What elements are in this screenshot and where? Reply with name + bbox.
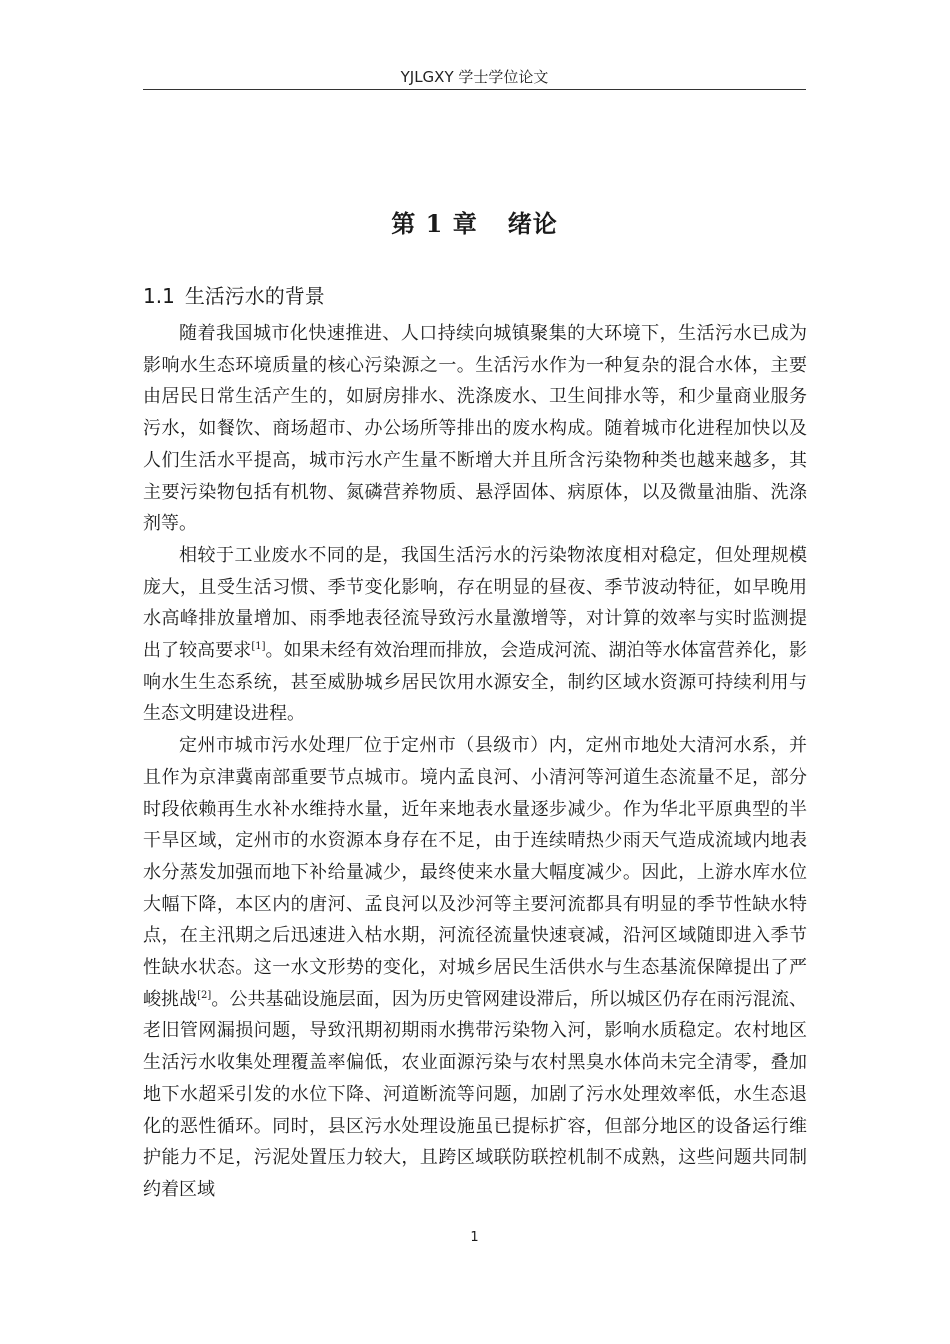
paragraph-3 — [143, 730, 807, 1206]
section-number: 1.1 — [143, 284, 175, 308]
paragraph-2-text-a: 相较于工业废水不同的是，我国生活污水的污染物浓度相对稳定，但处理规模庞大，且受生活习惯、季节变化影响，存在明显的昼夜、季节波动特征，如早晚用水高峰排放量增加、雨季地表径流导致污水量激增等，对计算的效率与实时监测提出了较高要求 — [143, 544, 807, 662]
header-rule — [143, 89, 806, 90]
citation-1: [1] — [251, 641, 266, 653]
citation-2: [2] — [197, 989, 212, 1001]
page-number: 1 — [470, 1230, 479, 1245]
chapter-number: 第 1 章 — [391, 209, 478, 238]
paragraph-1: 随着我国城市化快速推进、人口持续向城镇聚集的大环境下，生活污水已成为影响水生态环境质量的核心污染源之一。生活污水作为一种复杂的混合水体，主要由居民日常生活产生的，如厨房排水、洗涤废水、卫生间排水等，和少量商业服务污水，如餐饮、商场超市、办公场所等排出的废水构成。随着城市化进程加快以及人们生活水平提高，城市污水产生量不断增大并且所含污染物种类也越来越多，其主要污染物包括有机物、氮磷营养物质、悬浮固体、病原体，以及微量油脂、洗涤剂等。 — [143, 323, 807, 535]
paragraph-2-text-b: 。如果未经有效治理而排放，会造成河流、湖泊等水体富营养化，影响水生生态系统，甚至威胁城乡居民饮用水源安全，制约区域水资源可持续利用与生态文明建设进程。 — [143, 640, 808, 725]
paragraph-2 — [143, 540, 807, 730]
section-heading — [143, 280, 325, 309]
paragraph-3-text-b: 。公共基础设施层面，因为历史管网建设滞后，所以城区仍存在雨污混流、老旧管网漏损问题，导致汛期初期雨水携带污染物入河，影响水质稳定。农村地区生活污水收集处理覆盖率偏低，农业面源污染与农村黑臭水体尚未完全清零，叠加地下水超采引发的水位下降、河道断流等问题，加剧了污水处理效率低，水生态退化的恶性循环。同时，县区污水处理设施虽已提标扩容，但部分地区的设备运行维护能力不足，污泥处置压力较大，且跨区域联防联控机制不成熟，这些问题共同制约着区域 — [143, 988, 808, 1200]
paragraph-3-text-a: 定州市城市污水处理厂位于定州市（县级市）内，定州市地处大清河水系，并且作为京津冀南部重要节点城市。境内孟良河、小清河等河道生态流量不足，部分时段依赖再生水补水维持水量，近年来地表水量逐步减少。作为华北平原典型的半干旱区域，定州市的水资源本身存在不足，由于连续晴热少雨天气造成流域内地表水分蒸发加强而地下补给量减少，最终使来水量大幅度减少。因此，上游水库水位大幅下降，本区内的唐河、孟良河以及沙河等主要河流都具有明显的季节性缺水特点，在主汛期之后迅速进入枯水期，河流径流量快速衰减，沿河区域随即进入季节性缺水状态。这一水文形势的变化，对城乡居民生活供水与生态基流保障提出了严峻挑战 — [143, 735, 807, 1010]
chapter-name: 绪论 — [507, 209, 558, 238]
chapter-title — [143, 204, 806, 239]
running-header: YJLGXY 学士学位论文 — [400, 68, 549, 86]
section-title: 生活污水的背景 — [184, 284, 325, 308]
body-text — [143, 318, 807, 1206]
